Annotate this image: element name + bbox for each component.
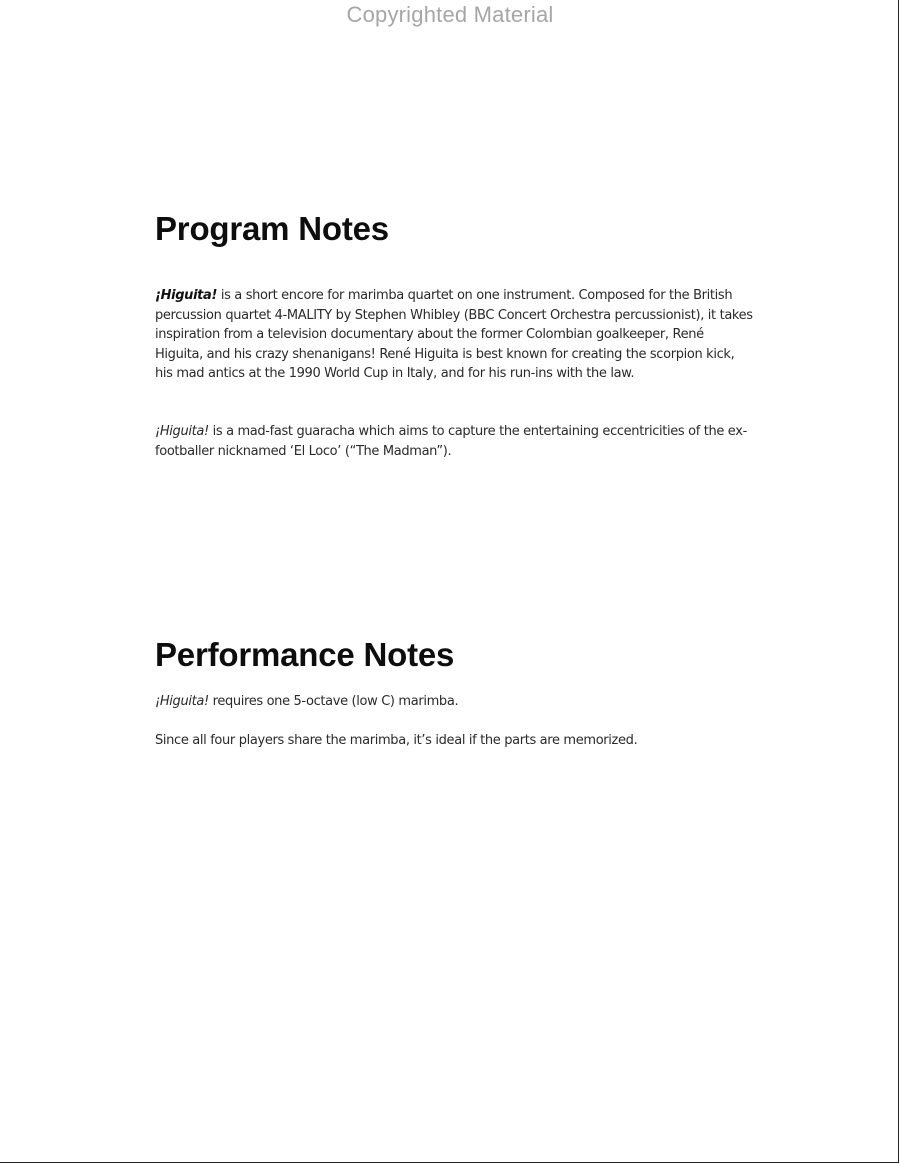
piece-title: ¡Higuita! bbox=[155, 424, 209, 439]
performance-notes-heading: Performance Notes bbox=[155, 636, 455, 673]
copyright-watermark: Copyrighted Material bbox=[346, 2, 554, 27]
piece-title: ¡Higuita! bbox=[155, 694, 209, 709]
program-notes-heading: Program Notes bbox=[155, 210, 389, 247]
piece-title: ¡Higuita! bbox=[155, 288, 218, 303]
performance-notes-paragraph-1 bbox=[155, 692, 755, 712]
performance-notes-paragraph-2: Since all four players share the marimba, it’s ideal if the parts are memorized. bbox=[155, 733, 638, 748]
paragraph-text: is a short encore for marimba quartet on one instrument. Composed for the British percussion quartet 4-MALITY by Stephen Whibley (BBC Concert Orchestra percussionist), it takes inspiration from a television documentary about the former Colombian goalkeeper, René Higuita, and his crazy shenanigans! René Higuita is best known for creating the scorpion kick, his mad antics at the 1990 World Cup in Italy, and for his run-ins with the law. bbox=[155, 288, 753, 381]
program-notes-paragraph-1 bbox=[155, 286, 755, 384]
paragraph-text: is a mad-fast guaracha which aims to capture the entertaining eccentricities of the ex-footballer nicknamed ‘El Loco’ (“The Madman”). bbox=[155, 424, 747, 459]
paragraph-text: requires one 5-octave (low C) marimba. bbox=[208, 694, 459, 709]
program-notes-paragraph-2 bbox=[155, 422, 755, 461]
